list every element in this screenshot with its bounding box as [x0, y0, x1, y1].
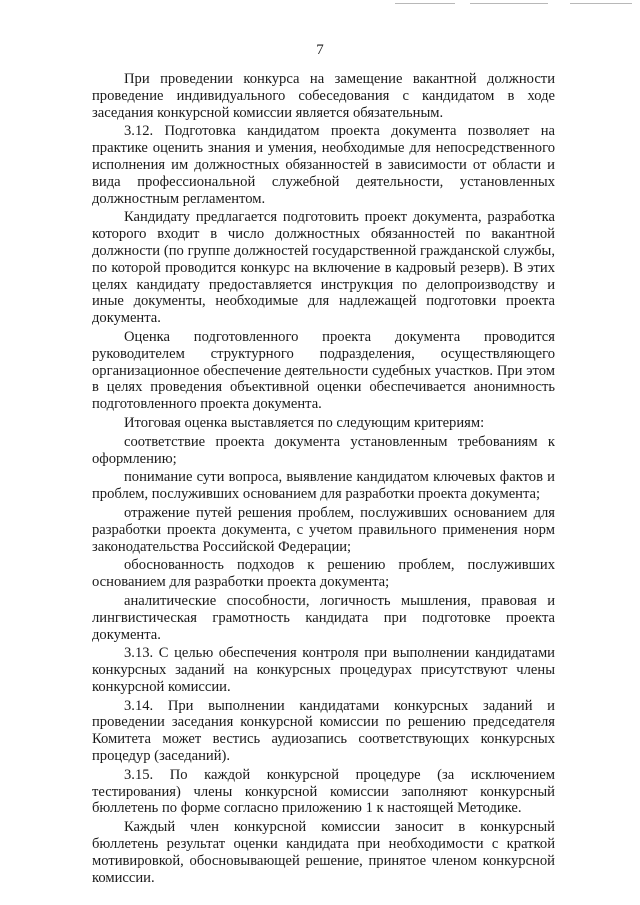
scan-edge-line [570, 3, 632, 4]
paragraph-3-15: 3.15. По каждой конкурсной процедуре (за исключением тестирования) члены конкурсной комиссии заполняют конкурсный бюллетень по форме согласно приложению 1 к настоящей Методике. [92, 766, 555, 817]
paragraph-3-12: 3.12. Подготовка кандидатом проекта документа позволяет на практике оценить знания и умения, необходимые для непосредственного исполнения им должностных обязанностей в зависимости от области и вида профессиональной служебной деятельности, установленных должностным регламентом. [92, 123, 555, 207]
page-number: 7 [316, 42, 324, 58]
scan-edge-line [395, 3, 455, 4]
paragraph-draft-task: Кандидату предлагается подготовить проект документа, разработка которого входит в число должностных обязанностей по вакантной должности (по группе должностей государственной гражданской службы, по которой проводится конкурс на включение в кадровый резерв). В этих целях кандидату предоставляется инструкция по делопроизводству и иные документы, необходимые для надлежащей подготовки проекта документа. [92, 209, 555, 327]
criterion-item: понимание сути вопроса, выявление кандидатом ключевых фактов и проблем, послуживших основанием для разработки проекта документа; [92, 469, 555, 503]
paragraph-3-14: 3.14. При выполнении кандидатами конкурсных заданий и проведении заседания конкурсной комиссии по решению председателя Комитета может вестись аудиозапись соответствующих конкурсных процедур (заседаний). [92, 697, 555, 765]
paragraph-ballot: Каждый член конкурсной комиссии заносит в конкурсный бюллетень результат оценки кандидата при необходимости с краткой мотивировкой, обосновывающей решение, принятое членом конкурсной комиссии. [92, 819, 555, 886]
criterion-item: аналитические способности, логичность мышления, правовая и лингвистическая грамотность кандидата при подготовке проекта документа. [92, 592, 555, 643]
scan-edge-line [470, 3, 548, 4]
paragraph-criteria-intro: Итоговая оценка выставляется по следующим критериям: [124, 414, 485, 431]
document-body [92, 71, 555, 886]
criterion-item: соответствие проекта документа установленным требованиям к оформлению; [92, 433, 555, 467]
criterion-item: обоснованность подходов к решению проблем, послуживших основанием для разработки проекта документа; [92, 557, 555, 591]
paragraph-interview-mandatory: При проведении конкурса на замещение вакантной должности проведение индивидуального собеседования с кандидатом в ходе заседания конкурсной комиссии является обязательным. [92, 71, 555, 121]
criterion-item: отражение путей решения проблем, послуживших основанием для разработки проекта документа, с учетом правильного применения норм законодательства Российской Федерации; [92, 504, 555, 555]
paragraph-evaluation: Оценка подготовленного проекта документа проводится руководителем структурного подразделения, осуществляющего организационное обеспечение деятельности судебных участков. При этом в целях проведения объективной оценки обеспечивается анонимность подготовленного проекта документа. [92, 328, 555, 413]
paragraph-3-13: 3.13. С целью обеспечения контроля при выполнении кандидатами конкурсных заданий на конкурсных процедурах присутствуют члены конкурсной комиссии. [92, 645, 555, 695]
